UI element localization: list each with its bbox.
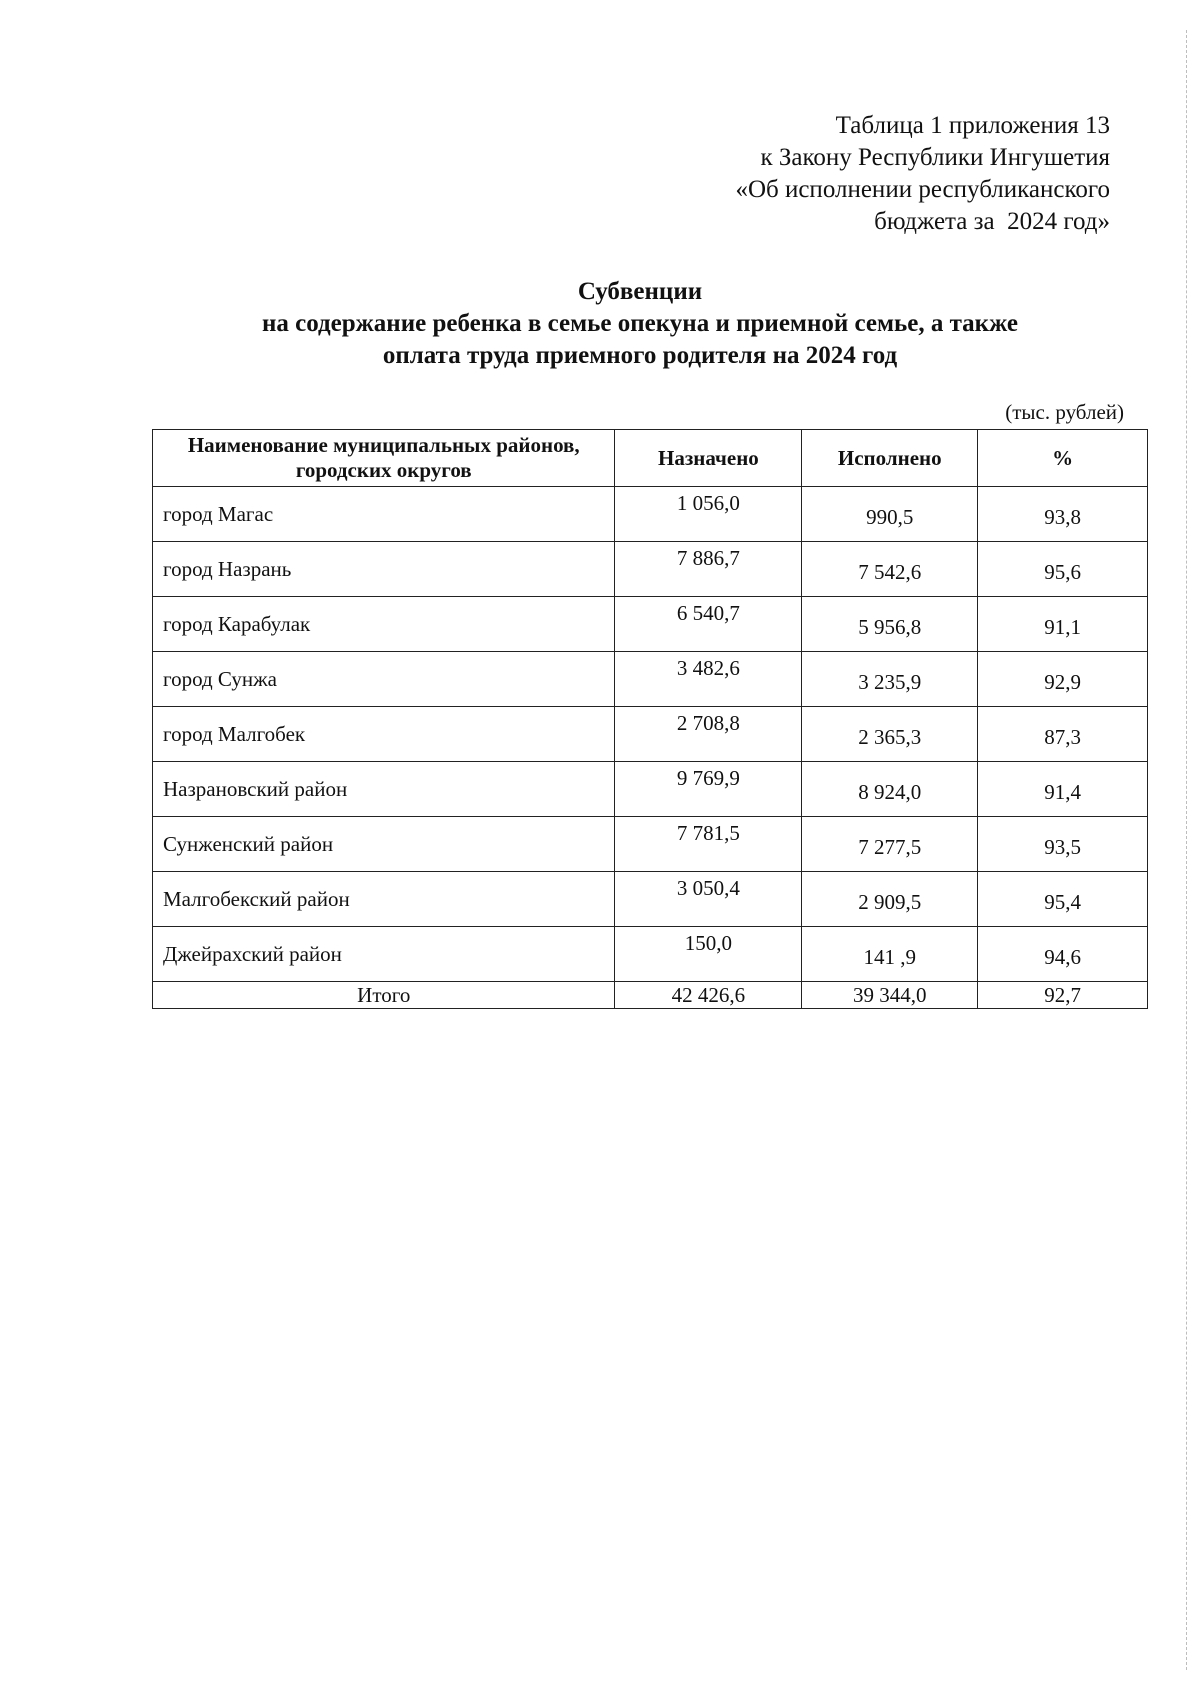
table-total-row <box>153 982 1148 1009</box>
table-row <box>153 927 1148 982</box>
row-executed: 2 365,3 <box>802 707 978 762</box>
row-percent: 93,8 <box>978 487 1148 542</box>
row-executed: 2 909,5 <box>802 872 978 927</box>
row-percent: 91,1 <box>978 597 1148 652</box>
row-planned: 6 540,7 <box>615 597 802 652</box>
row-executed: 7 542,6 <box>802 542 978 597</box>
table-row <box>153 872 1148 927</box>
column-header-name: Наименование муниципальных районов, городских округов <box>153 430 615 487</box>
total-percent: 92,7 <box>978 982 1148 1009</box>
row-percent: 93,5 <box>978 817 1148 872</box>
table-row <box>153 817 1148 872</box>
total-planned: 42 426,6 <box>615 982 802 1009</box>
row-planned: 150,0 <box>615 927 802 982</box>
row-percent: 92,9 <box>978 652 1148 707</box>
row-name: Джейрахский район <box>153 927 615 982</box>
row-name: город Карабулак <box>153 597 615 652</box>
row-name: город Назрань <box>153 542 615 597</box>
row-executed: 3 235,9 <box>802 652 978 707</box>
row-percent: 95,4 <box>978 872 1148 927</box>
row-executed: 990,5 <box>802 487 978 542</box>
row-name: город Сунжа <box>153 652 615 707</box>
row-name: Малгобекский район <box>153 872 615 927</box>
table-row <box>153 652 1148 707</box>
row-executed: 8 924,0 <box>802 762 978 817</box>
row-executed: 7 277,5 <box>802 817 978 872</box>
document-title-line-2: на содержание ребенка в семье опекуна и приемной семье, а также <box>262 310 1018 337</box>
row-planned: 7 886,7 <box>615 542 802 597</box>
row-name: город Магас <box>153 487 615 542</box>
table-row <box>153 597 1148 652</box>
appendix-header-line-1: Таблица 1 приложения 13 <box>835 112 1110 139</box>
total-label: Итого <box>153 982 615 1009</box>
appendix-header <box>735 110 1110 238</box>
table-row <box>153 707 1148 762</box>
row-name: Назрановский район <box>153 762 615 817</box>
row-percent: 95,6 <box>978 542 1148 597</box>
row-name: Сунженский район <box>153 817 615 872</box>
document-title <box>0 276 1200 372</box>
row-planned: 3 482,6 <box>615 652 802 707</box>
row-planned: 2 708,8 <box>615 707 802 762</box>
row-percent: 87,3 <box>978 707 1148 762</box>
row-percent: 91,4 <box>978 762 1148 817</box>
appendix-header-line-2: к Закону Республики Ингушетия <box>760 144 1110 171</box>
table-row <box>153 542 1148 597</box>
table-row <box>153 762 1148 817</box>
appendix-header-line-3: «Об исполнении республиканского <box>735 176 1110 203</box>
row-percent: 94,6 <box>978 927 1148 982</box>
total-executed: 39 344,0 <box>802 982 978 1009</box>
document-title-line-1: Субвенции <box>577 278 703 305</box>
row-planned: 1 056,0 <box>615 487 802 542</box>
row-name: город Малгобек <box>153 707 615 762</box>
column-header-percent: % <box>978 430 1148 487</box>
row-executed: 5 956,8 <box>802 597 978 652</box>
document-title-line-3: оплата труда приемного родителя на 2024 год <box>382 342 898 369</box>
table-row <box>153 487 1148 542</box>
table-header-row <box>153 430 1148 487</box>
column-header-planned: Назначено <box>615 430 802 487</box>
row-planned: 3 050,4 <box>615 872 802 927</box>
column-header-executed: Исполнено <box>802 430 978 487</box>
row-planned: 9 769,9 <box>615 762 802 817</box>
row-executed: 141 ,9 <box>802 927 978 982</box>
subventions-table <box>152 429 1148 1009</box>
appendix-header-line-4: бюджета за 2024 год» <box>874 208 1110 235</box>
units-label: (тыс. рублей) <box>1005 400 1124 424</box>
row-planned: 7 781,5 <box>615 817 802 872</box>
